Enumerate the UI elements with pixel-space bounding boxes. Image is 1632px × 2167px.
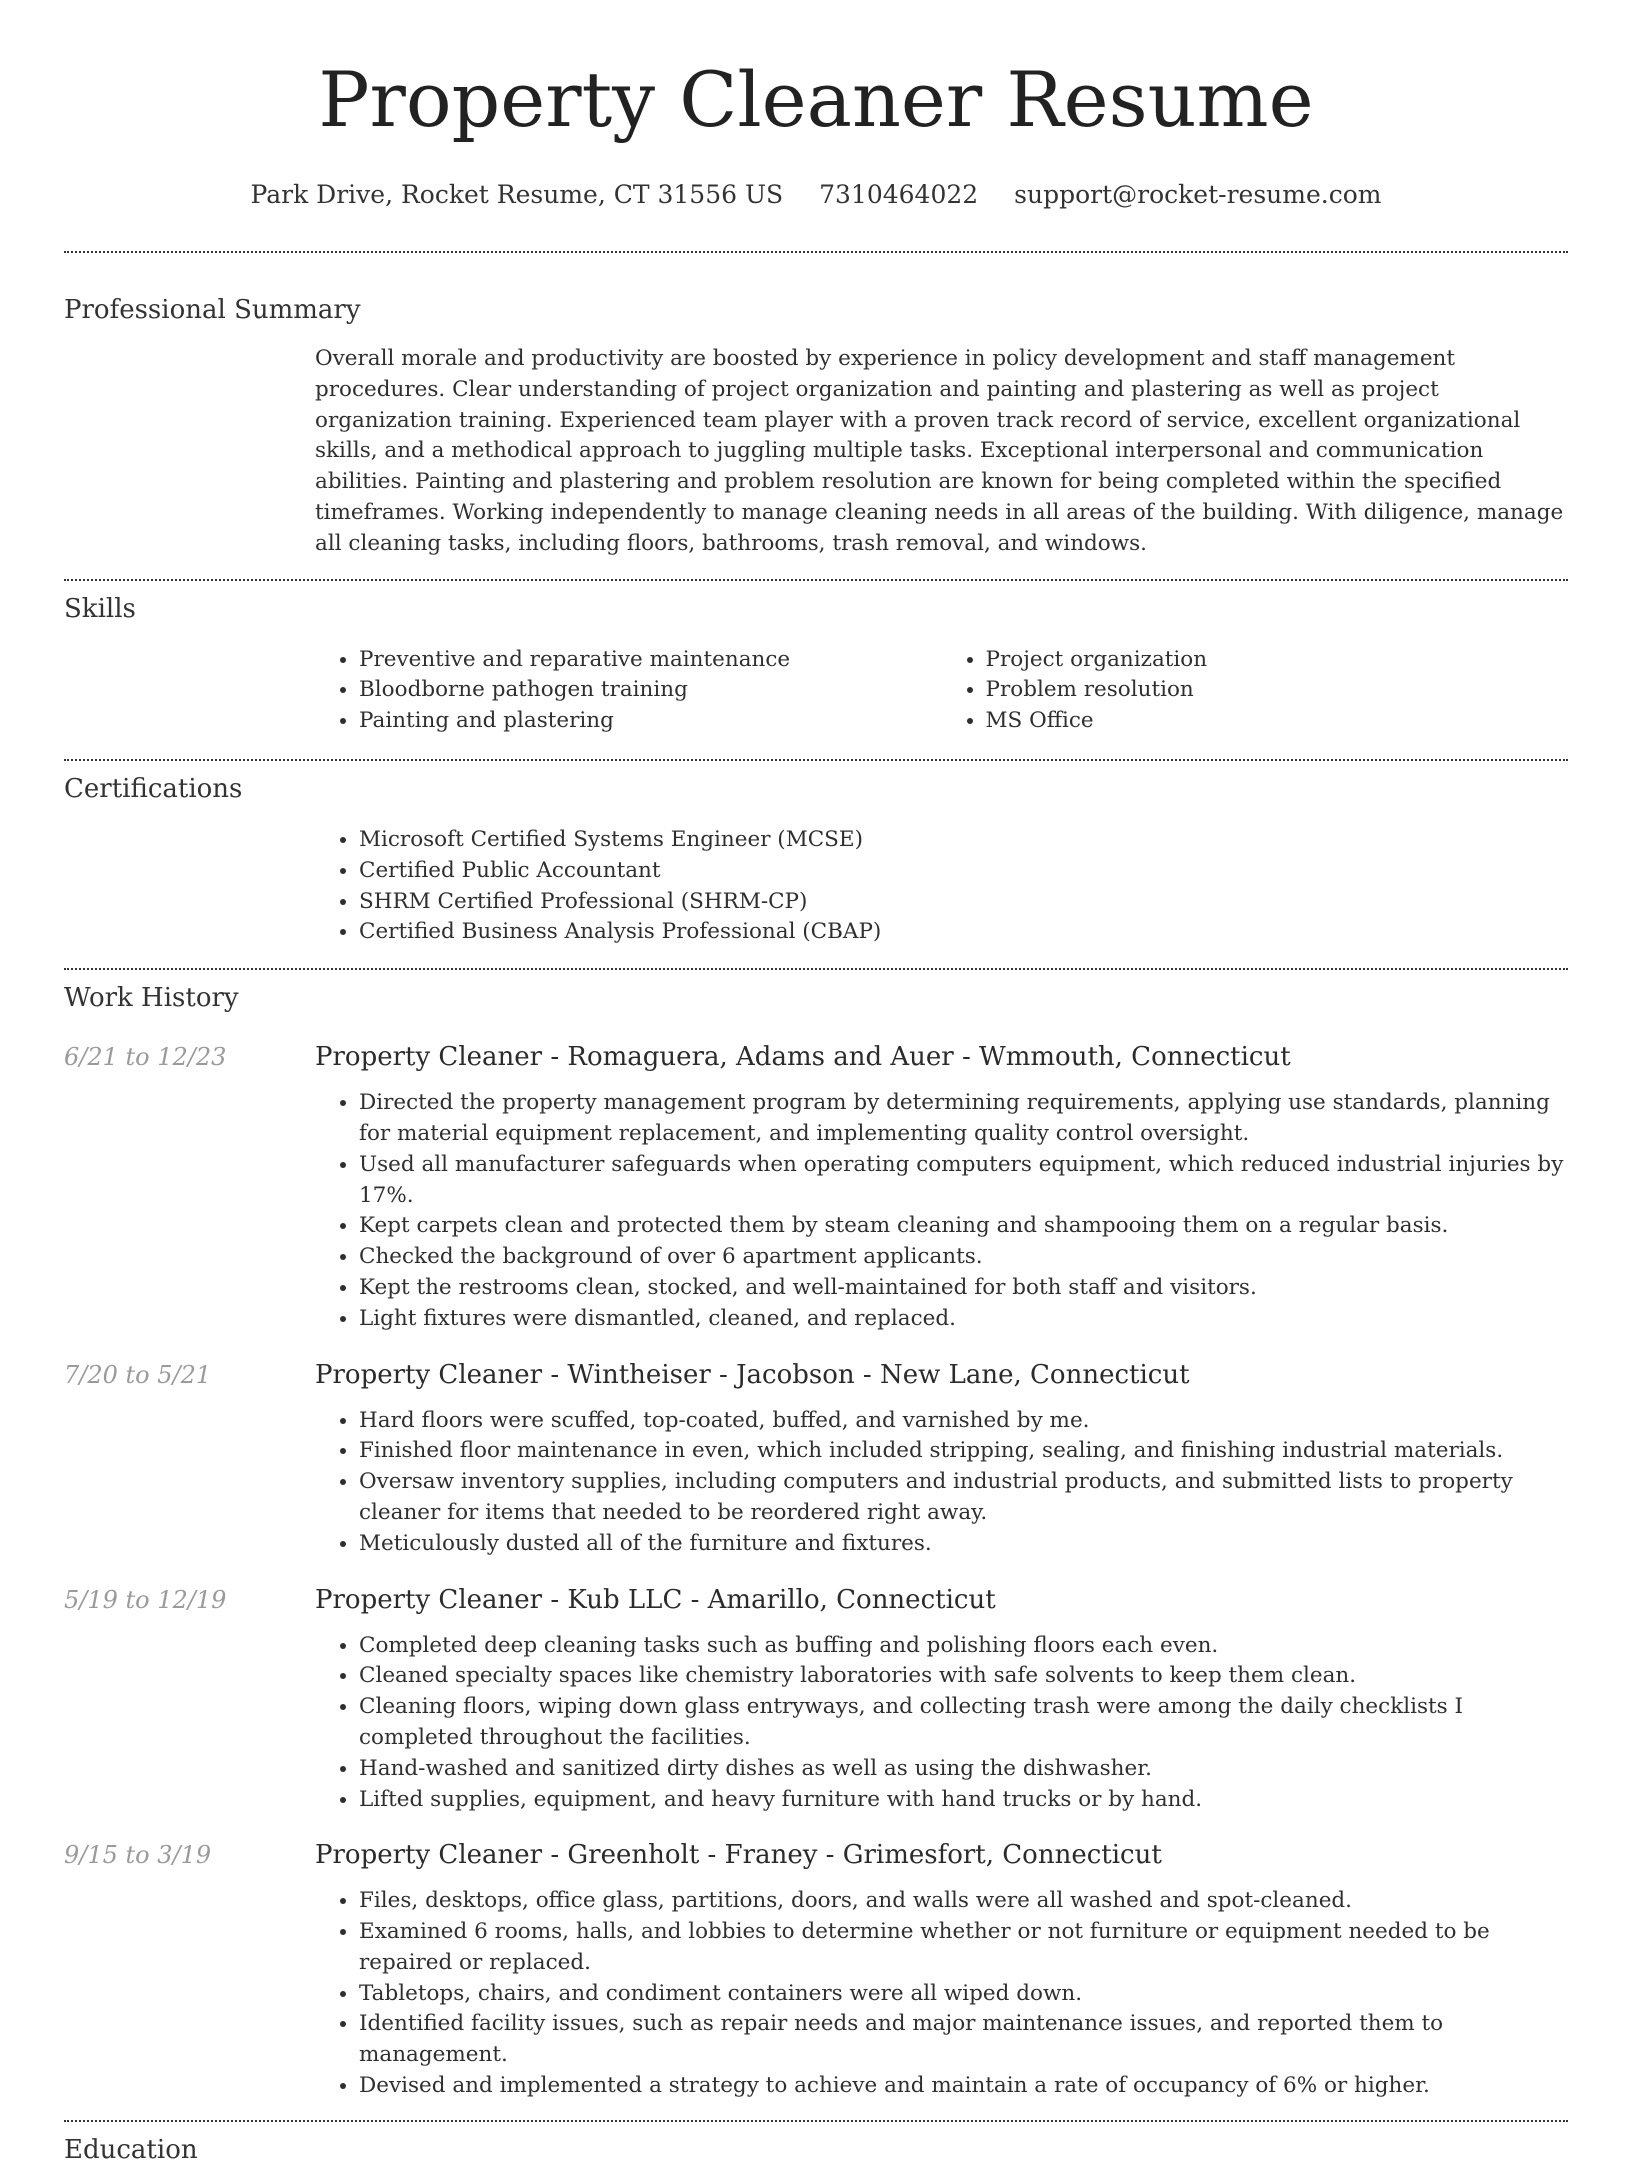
contact-phone: 7310464022 <box>819 180 979 209</box>
work-history-heading: Work History <box>64 983 239 1014</box>
divider <box>64 579 1568 581</box>
job-date: 9/15 to 3/19 <box>64 1841 212 1870</box>
job-title: Property Cleaner - Wintheiser - Jacobson - New Lane, Connecticut <box>315 1359 1190 1390</box>
summary-heading: Professional Summary <box>64 295 361 325</box>
skills-column-left <box>315 645 942 737</box>
job-title: Property Cleaner - Romaguera, Adams and Auer - Wmmouth, Connecticut <box>315 1042 1291 1073</box>
job-duty: • Used all manufacturer safeguards when operating computers equipment, which reduced industrial injuries by 17%. <box>359 1150 1568 1212</box>
job-duties <box>315 1088 1568 1334</box>
job-duty: • Checked the background of over 6 apartment applicants. <box>359 1242 1568 1273</box>
job-duty: • Hard floors were scuffed, top-coated, buffed, and varnished by me. <box>359 1406 1568 1437</box>
job-duty: • Cleaned specialty spaces like chemistry laboratories with safe solvents to keep them clean. <box>359 1661 1568 1692</box>
job-duty: • Hand-washed and sanitized dirty dishes as well as using the dishwasher. <box>359 1754 1568 1785</box>
certifications-heading: Certifications <box>64 773 243 804</box>
job-entry <box>64 1358 1568 1560</box>
skills-list <box>315 645 1568 737</box>
job-date: 5/19 to 12/19 <box>64 1585 227 1614</box>
job-duties <box>315 1631 1568 1816</box>
job-entry <box>64 1040 1568 1334</box>
education-heading: Education <box>64 2134 198 2165</box>
job-duty: • Identified facility issues, such as repair needs and major maintenance issues, and reported them to management. <box>359 2009 1568 2071</box>
contact-line <box>64 178 1568 212</box>
job-duty: • Cleaning floors, wiping down glass entryways, and collecting trash were among the daily checklists I completed throughout the facilities. <box>359 1692 1568 1754</box>
certification-item: • Certified Business Analysis Professional (CBAP) <box>359 917 1568 948</box>
contact-address: Park Drive, Rocket Resume, CT 31556 US <box>250 180 784 209</box>
job-entry <box>64 1838 1568 2102</box>
divider <box>64 251 1568 253</box>
resume-page <box>64 0 1568 2167</box>
job-duty: • Finished floor maintenance in even, which included stripping, sealing, and finishing industrial materials. <box>359 1436 1568 1467</box>
divider <box>64 968 1568 970</box>
skill-item: • Preventive and reparative maintenance <box>359 645 942 676</box>
skill-item: • Bloodborne pathogen training <box>359 675 942 706</box>
job-title: Property Cleaner - Greenholt - Franey - Grimesfort, Connecticut <box>315 1840 1162 1871</box>
job-duty: • Oversaw inventory supplies, including computers and industrial products, and submitted lists to property cleaner for items that needed to be reordered right away. <box>359 1467 1568 1529</box>
job-duty: • Tabletops, chairs, and condiment containers were all wiped down. <box>359 1979 1568 2010</box>
skill-item: • MS Office <box>986 706 1569 737</box>
skills-column-right <box>942 645 1569 737</box>
job-date: 6/21 to 12/23 <box>64 1043 227 1072</box>
job-title: Property Cleaner - Kub LLC - Amarillo, Connecticut <box>315 1584 996 1615</box>
certification-item: • Microsoft Certified Systems Engineer (MCSE) <box>359 825 1568 856</box>
certification-item: • SHRM Certified Professional (SHRM-CP) <box>359 887 1568 918</box>
job-duty: • Directed the property management program by determining requirements, applying use standards, planning for material equipment replacement, and implementing quality control oversight. <box>359 1088 1568 1150</box>
job-date: 7/20 to 5/21 <box>64 1360 212 1389</box>
job-duties <box>315 1406 1568 1560</box>
job-duty: • Kept carpets clean and protected them by steam cleaning and shampooing them on a regular basis. <box>359 1211 1568 1242</box>
job-duty: • Light fixtures were dismantled, cleaned, and replaced. <box>359 1304 1568 1335</box>
certifications-list <box>315 825 1568 948</box>
job-duty: • Files, desktops, office glass, partitions, doors, and walls were all washed and spot-cleaned. <box>359 1886 1568 1917</box>
certification-item: • Certified Public Accountant <box>359 856 1568 887</box>
skill-item: • Painting and plastering <box>359 706 942 737</box>
skills-heading: Skills <box>64 593 136 624</box>
job-duty: • Completed deep cleaning tasks such as buffing and polishing floors each even. <box>359 1631 1568 1662</box>
job-entry <box>64 1583 1568 1816</box>
divider <box>64 759 1568 761</box>
resume-title: Property Cleaner Resume <box>318 55 1314 144</box>
contact-email: support@rocket-resume.com <box>1014 180 1382 209</box>
divider <box>64 2120 1568 2122</box>
skill-item: • Project organization <box>986 645 1569 676</box>
job-duties <box>315 1886 1568 2102</box>
job-duty: • Meticulously dusted all of the furniture and fixtures. <box>359 1529 1568 1560</box>
job-duty: • Examined 6 rooms, halls, and lobbies to determine whether or not furniture or equipment needed to be repaired or replaced. <box>359 1917 1568 1979</box>
job-duty: • Kept the restrooms clean, stocked, and well-maintained for both staff and visitors. <box>359 1273 1568 1304</box>
job-duty: • Devised and implemented a strategy to achieve and maintain a rate of occupancy of 6% or higher. <box>359 2071 1568 2102</box>
skill-item: • Problem resolution <box>986 675 1569 706</box>
summary-text: Overall morale and productivity are boosted by experience in policy development and staff management procedures. Clear understanding of project organization and painting and plastering as well as project organization training. Experienced team player with a proven track record of service, excellent organizational skills, and a methodical approach to juggling multiple tasks. Exceptional interpersonal and communication abilities. Painting and plastering and problem resolution are known for being completed within the specified timeframes. Working independently to manage cleaning needs in all areas of the building. With diligence, manage all cleaning tasks, including floors, bathrooms, trash removal, and windows. <box>315 346 1564 556</box>
job-duty: • Lifted supplies, equipment, and heavy furniture with hand trucks or by hand. <box>359 1785 1568 1816</box>
